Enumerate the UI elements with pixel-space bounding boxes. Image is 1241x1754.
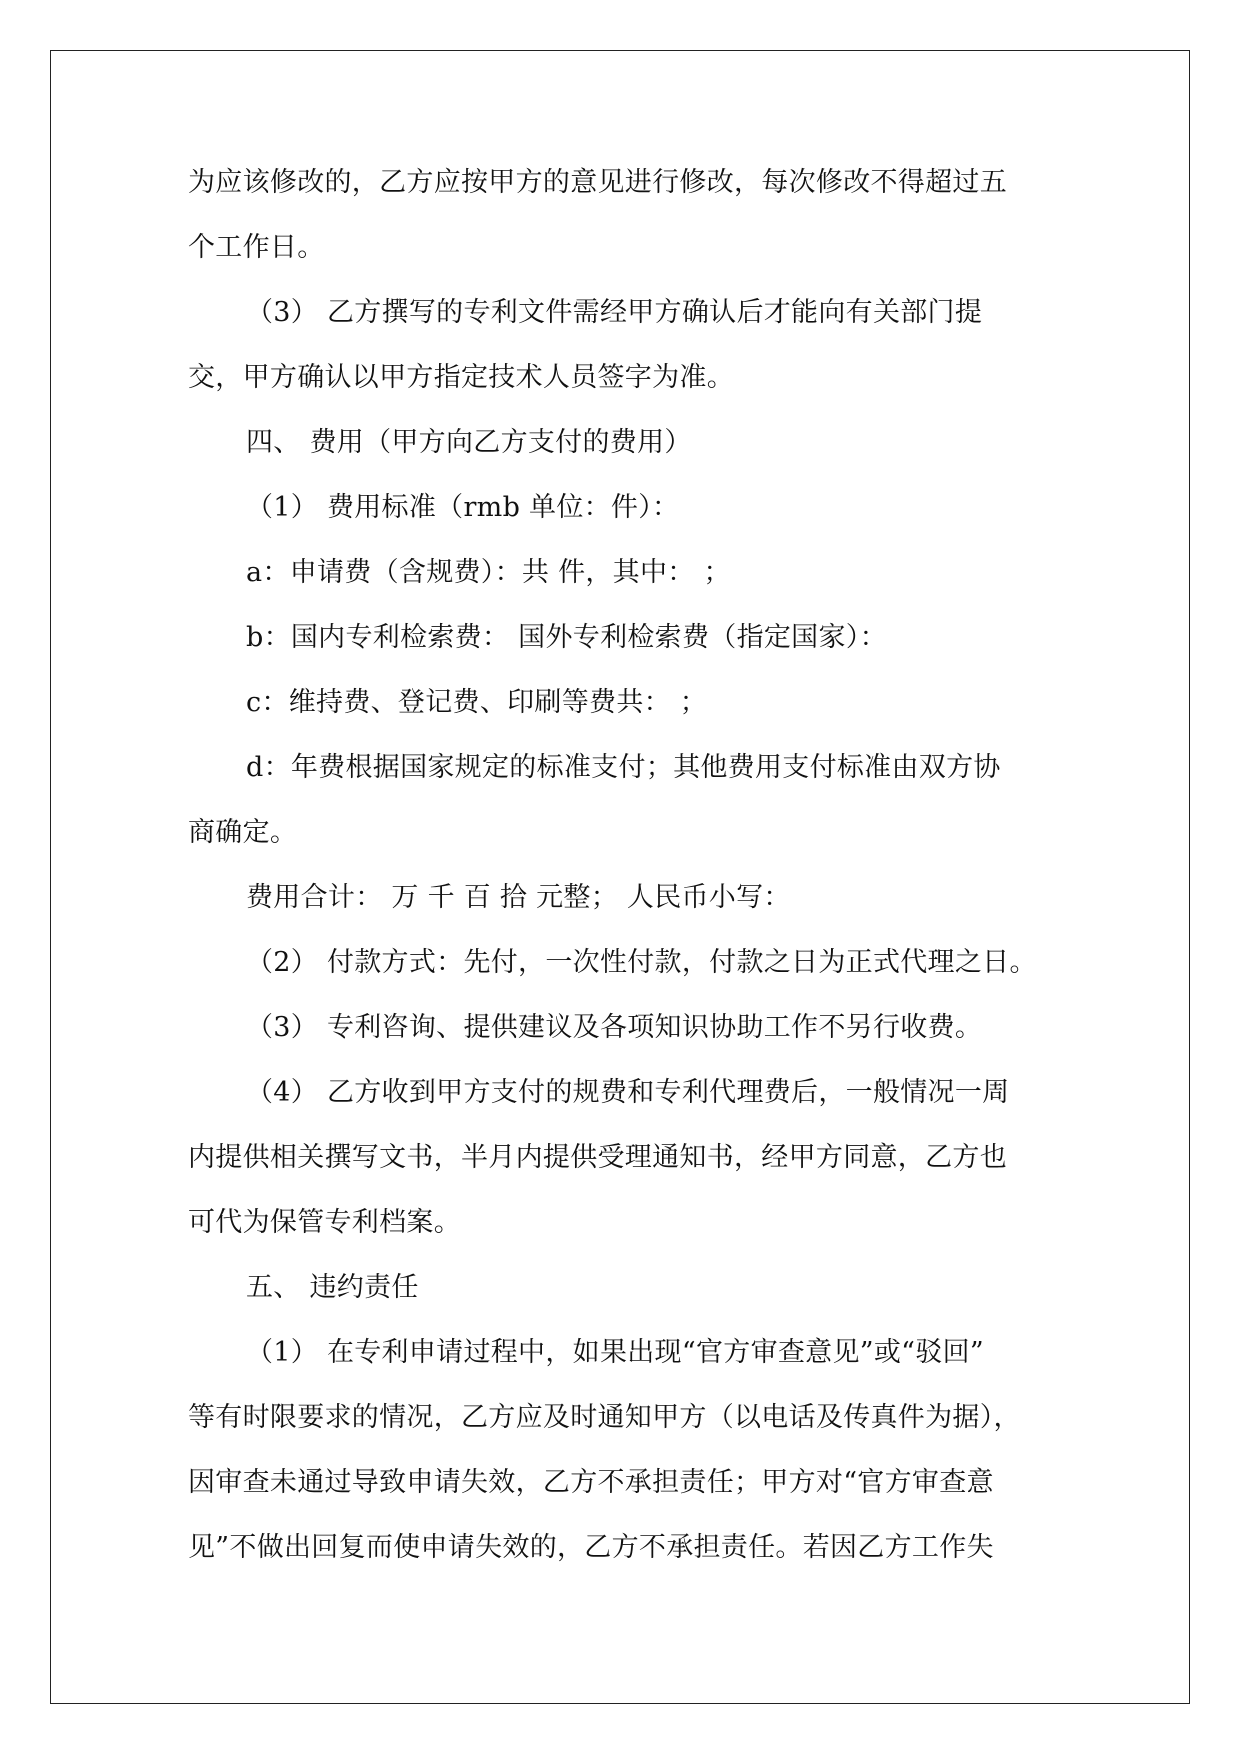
text-line: （2） 付款方式：先付，一次性付款，付款之日为正式代理之日。 — [246, 947, 1037, 978]
text-line: （1） 在专利申请过程中，如果出现“官方审查意见”或“驳回” — [246, 1337, 984, 1368]
text-line: 个工作日。 — [188, 232, 325, 263]
text-line: b：国内专利检索费： 国外专利检索费（指定国家）： — [246, 622, 887, 653]
text-line: 内提供相关撰写文书，半月内提供受理通知书，经甲方同意，乙方也 — [188, 1142, 1007, 1173]
text-line: 可代为保管专利档案。 — [188, 1207, 461, 1238]
text-line: d：年费根据国家规定的标准支付；其他费用支付标准由双方协 — [246, 752, 1001, 783]
text-line: （4） 乙方收到甲方支付的规费和专利代理费后，一般情况一周 — [246, 1077, 1010, 1108]
section-heading: 五、 违约责任 — [246, 1272, 419, 1303]
text-line: a：申请费（含规费）：共 件，其中： ； — [246, 557, 731, 588]
text-line: 因审查未通过导致申请失效，乙方不承担责任；甲方对“官方审查意 — [188, 1467, 994, 1498]
section-heading: 四、 费用（甲方向乙方支付的费用） — [246, 427, 692, 458]
text-line: c：维持费、登记费、印刷等费共： ； — [246, 687, 708, 718]
text-line: 等有时限要求的情况，乙方应及时通知甲方（以电话及传真件为据）， — [188, 1402, 1021, 1433]
text-line: （3） 乙方撰写的专利文件需经甲方确认后才能向有关部门提 — [246, 297, 983, 328]
document-body — [188, 150, 1068, 1580]
text-line: 费用合计： 万 千 百 拾 元整； 人民币小写： — [246, 882, 791, 913]
text-line: 见”不做出回复而使申请失效的，乙方不承担责任。若因乙方工作失 — [188, 1532, 994, 1563]
text-line: 交，甲方确认以甲方指定技术人员签字为准。 — [188, 362, 734, 393]
text-line: （1） 费用标准（rmb 单位：件）： — [246, 492, 680, 523]
text-line: （3） 专利咨询、提供建议及各项知识协助工作不另行收费。 — [246, 1012, 983, 1043]
text-line: 商确定。 — [188, 817, 298, 848]
text-line: 为应该修改的，乙方应按甲方的意见进行修改，每次修改不得超过五 — [188, 167, 1007, 198]
